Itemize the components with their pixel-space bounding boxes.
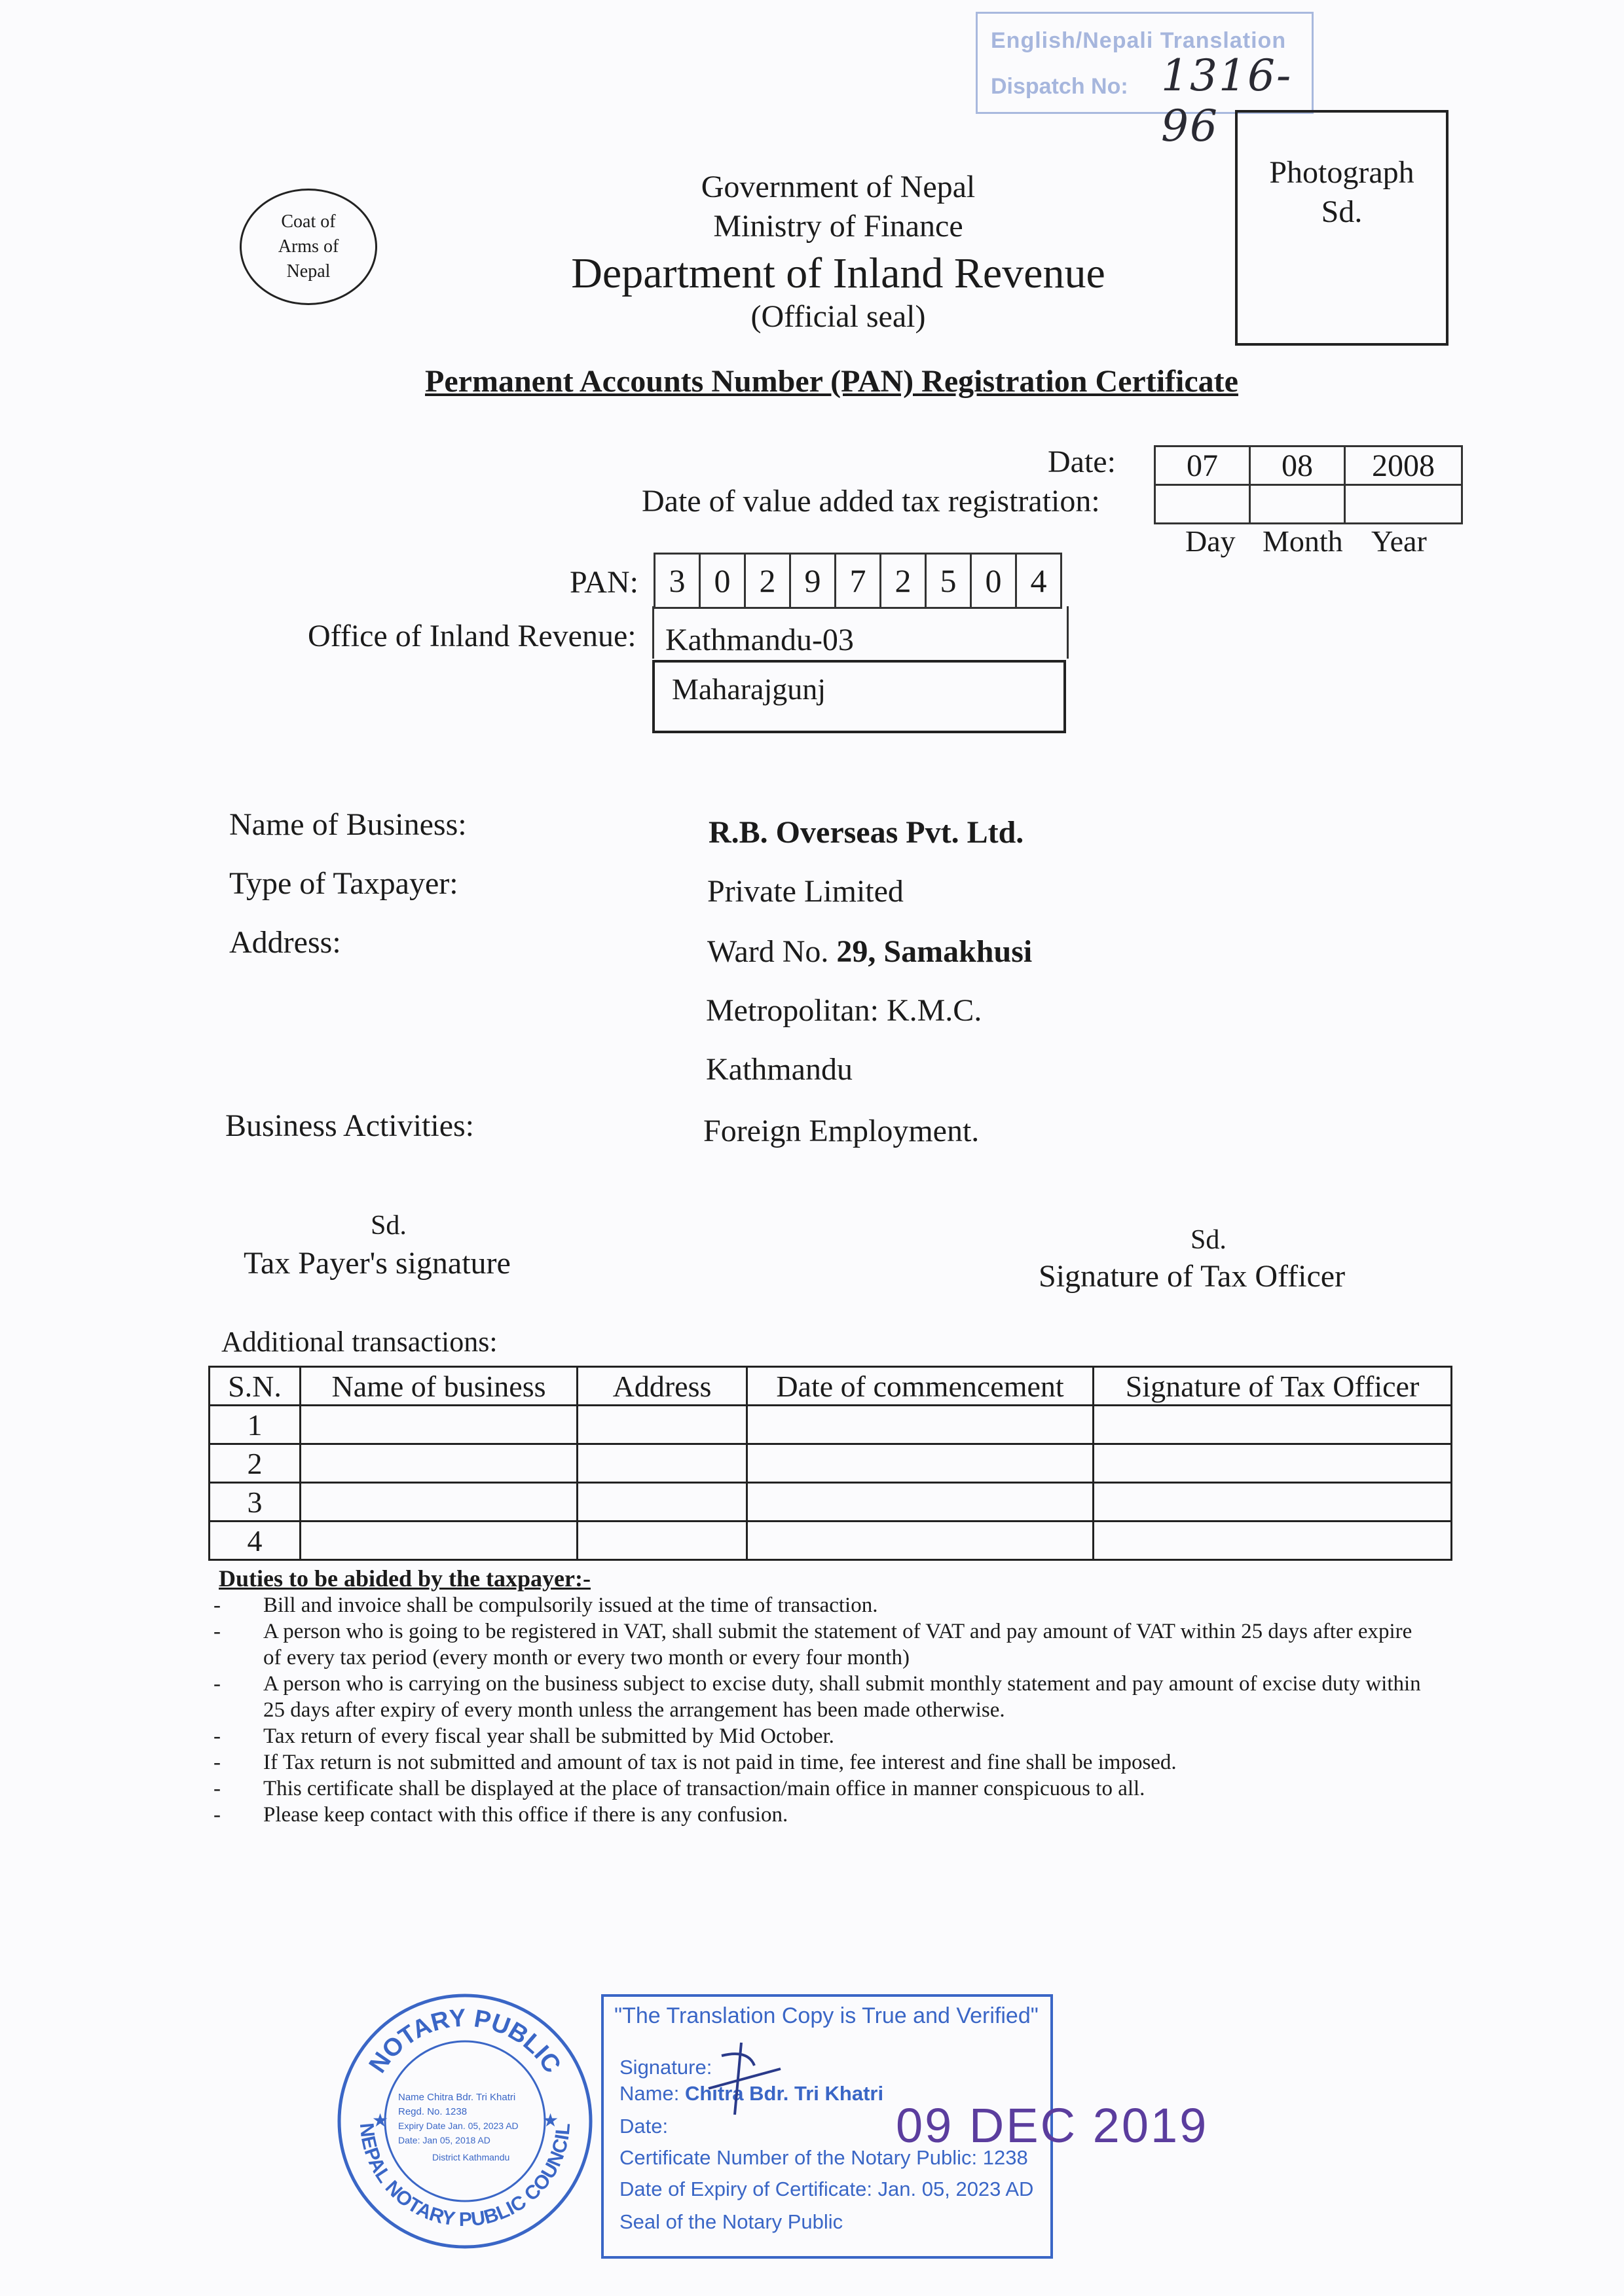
stamp-line1: English/Nepali Translation (991, 28, 1287, 53)
date-label: Date: (1048, 445, 1116, 479)
table-header-row (210, 1367, 1452, 1406)
duty-item: - Bill and invoice shall be compulsorily issued at the time of transaction. (211, 1592, 1429, 1618)
office-label: Office of Inland Revenue: (308, 619, 637, 653)
address-city: Kathmandu (706, 1052, 853, 1087)
row-sn: 3 (210, 1483, 301, 1522)
duty-item: - Please keep contact with this office if there is any confusion. (211, 1802, 1429, 1828)
col-sn: S.N. (210, 1367, 301, 1406)
duty-item: - Tax return of every fiscal year shall be submitted by Mid October. (211, 1723, 1429, 1749)
row-sn: 4 (210, 1522, 301, 1560)
col-name-of-business: Name of business (301, 1367, 578, 1406)
duty-item: - A person who is carrying on the business subject to excise duty, shall submit monthly statement and pay amount of excise duty within 25 days after expiry of every month unless the arrangement has been made otherwise. (211, 1671, 1429, 1723)
vat-year (1345, 485, 1462, 524)
notary-expiry: Expiry Date Jan. 05, 2023 AD (398, 2121, 519, 2131)
coat-of-arms (240, 189, 377, 305)
verification-quote: "The Translation Copy is True and Verified" (614, 2003, 1039, 2028)
col-signature-of-tax-officer: Signature of Tax Officer (1094, 1367, 1452, 1406)
additional-transactions-table (208, 1366, 1452, 1561)
taxpayer-type-label: Type of Taxpayer: (229, 866, 458, 901)
taxpayer-type: Private Limited (707, 874, 904, 909)
year-label: Year (1371, 524, 1427, 558)
government-heading: Government of Nepal (701, 170, 976, 204)
row-sn: 1 (210, 1406, 301, 1444)
pan-digit: 2 (745, 554, 790, 608)
dispatch-number: 1316-96 (1161, 50, 1293, 151)
duties-title: Duties to be abided by the taxpayer:- (219, 1565, 591, 1592)
signature-scribble (682, 2030, 800, 2121)
name-prefix: Name: (619, 2082, 680, 2105)
row-sn: 2 (210, 1444, 301, 1483)
pan-digit: 7 (836, 554, 881, 608)
verification-date-label: Date: (619, 2115, 669, 2138)
certificate-title: Permanent Accounts Number (PAN) Registration Certificate (425, 364, 1238, 399)
notary-name: Name Chitra Bdr. Tri Khatri (398, 2092, 516, 2103)
business-name: R.B. Overseas Pvt. Ltd. (709, 815, 1024, 850)
notary-date: Date: Jan 05, 2018 AD (398, 2135, 490, 2145)
date-month: 08 (1250, 446, 1345, 485)
pan-label: PAN: (570, 565, 638, 600)
business-name-label: Name of Business: (229, 807, 467, 842)
pan-digit: 2 (881, 554, 926, 608)
officer-sd: Sd. (1190, 1225, 1227, 1255)
department-heading: Department of Inland Revenue (571, 249, 1105, 297)
address-label: Address: (229, 925, 341, 960)
verification-expiry: Date of Expiry of Certificate: Jan. 05, 2023 AD (619, 2178, 1034, 2200)
vat-month (1250, 485, 1345, 524)
table-row (210, 1483, 1452, 1522)
notary-bottom-text: NEPAL NOTARY PUBLIC COUNCIL (355, 2122, 575, 2231)
col-address: Address (578, 1367, 747, 1406)
verification-cert-number: Certificate Number of the Notary Public: 1238 (619, 2146, 1028, 2169)
notary-public-seal (334, 1990, 596, 2252)
col-date-of-commencement: Date of commencement (747, 1367, 1094, 1406)
date-stamp: 09 DEC 2019 (896, 2098, 1209, 2153)
vat-registration-label: Date of value added tax registration: (642, 484, 1100, 519)
officer-signature-label: Signature of Tax Officer (1039, 1259, 1346, 1294)
notary-district: District Kathmandu (432, 2152, 510, 2162)
coat-line3: Nepal (286, 261, 331, 282)
month-label: Month (1263, 524, 1343, 558)
dispatch-stamp (976, 12, 1314, 151)
pan-digit: 0 (971, 554, 1016, 608)
official-seal-note: (Official seal) (750, 299, 926, 334)
photograph-box (1235, 110, 1449, 346)
ministry-heading: Ministry of Finance (713, 209, 963, 244)
office-line2: Maharajgunj (672, 672, 826, 706)
vat-day (1155, 485, 1250, 524)
address-metropolitan: Metropolitan: K.M.C. (706, 993, 982, 1028)
notary-name-value: Chitra Bdr. Tri Khatri (684, 2082, 884, 2105)
table-row (210, 1522, 1452, 1560)
business-activities: Foreign Employment. (703, 1114, 980, 1148)
verification-signature-label: Signature: (619, 2056, 712, 2079)
pan-digit: 4 (1016, 554, 1061, 608)
date-year: 2008 (1345, 446, 1462, 485)
day-label: Day (1185, 524, 1236, 558)
duty-item: - This certificate shall be displayed at the place of transaction/main office in manner conspicuous to all. (211, 1776, 1429, 1802)
photo-label: Photograph (1269, 155, 1414, 190)
office-line1: Kathmandu-03 (665, 623, 854, 657)
ward-value: 29, Samakhusi (836, 934, 1033, 969)
photo-sd: Sd. (1321, 194, 1363, 229)
verification-seal: Seal of the Notary Public (619, 2210, 843, 2233)
pan-digit: 9 (790, 554, 836, 608)
pan-digits (654, 553, 1062, 609)
taxpayer-sd: Sd. (371, 1211, 407, 1241)
additional-transactions-label: Additional transactions: (221, 1326, 498, 1358)
pan-digit: 3 (655, 554, 700, 608)
pan-digit: 0 (700, 554, 745, 608)
coat-line2: Arms of (278, 236, 339, 257)
notary-regd: Regd. No. 1238 (398, 2106, 468, 2117)
address-ward (707, 934, 1032, 970)
table-row (210, 1406, 1452, 1444)
ward-prefix: Ward No. (707, 934, 829, 969)
star-icon: ★ (372, 2111, 389, 2131)
coat-line1: Coat of (281, 211, 336, 232)
table-row (210, 1444, 1452, 1483)
duties-list (211, 1592, 1429, 1828)
date-table (1154, 445, 1463, 524)
stamp-line2: Dispatch No: (991, 74, 1128, 99)
date-day: 07 (1155, 446, 1250, 485)
notary-top-text: NOTARY PUBLIC (363, 2004, 566, 2079)
pan-digit: 5 (926, 554, 971, 608)
taxpayer-signature-label: Tax Payer's signature (244, 1246, 511, 1281)
duty-item: - If Tax return is not submitted and amount of tax is not paid in time, fee interest and fine shall be imposed. (211, 1749, 1429, 1776)
duty-item: - A person who is going to be registered in VAT, shall submit the statement of VAT and pay amount of VAT within 25 days after expire of every tax period (every month or every two month or every four month) (211, 1618, 1429, 1671)
star-icon: ★ (542, 2111, 559, 2131)
business-activities-label: Business Activities: (225, 1108, 475, 1143)
